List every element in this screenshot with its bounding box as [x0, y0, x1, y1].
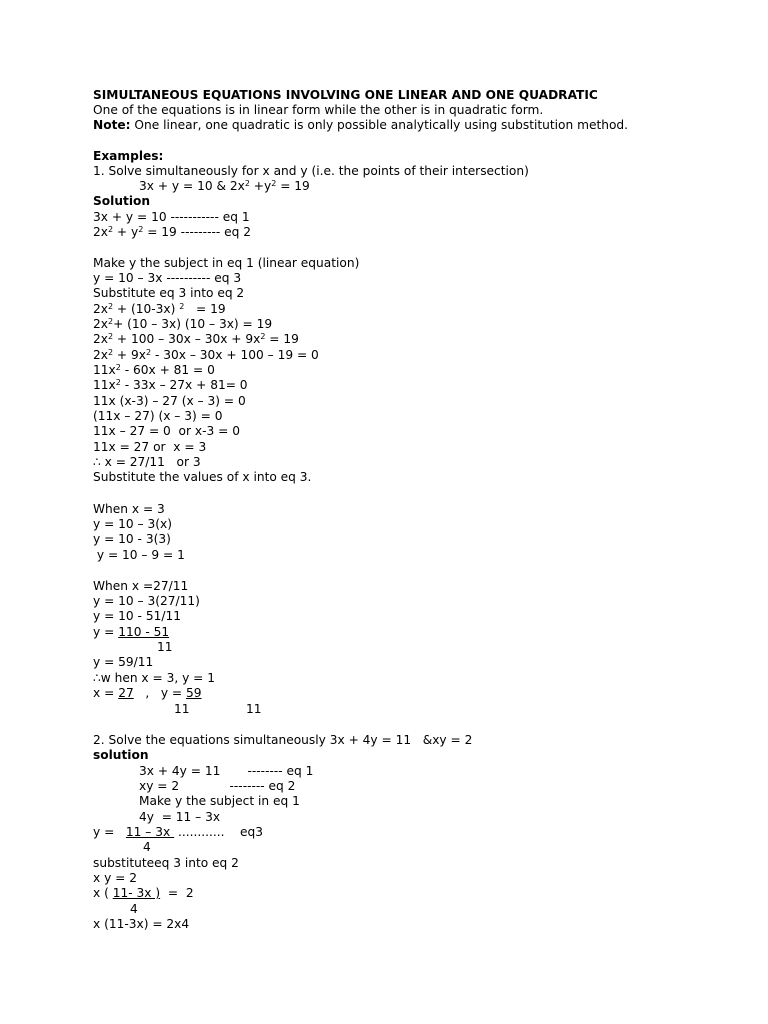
final-answer-denominator-x: 11: [174, 702, 190, 716]
step-5: $11x^2 - 60x + 81 = 0$: [93, 363, 215, 377]
eq-1: 3x + y = 10 ----------- eq 1: [93, 210, 250, 224]
final-answer-denominator-y: 11: [246, 702, 262, 716]
examples-heading: Examples:: [93, 149, 164, 163]
step-11: ∴ x = 27/11 or 3: [93, 455, 201, 469]
when-x-27-11-step-1: y = 10 – 3(27/11): [93, 594, 200, 608]
when-x-3-step-3: y = 10 – 9 = 1: [93, 548, 185, 562]
example-1-prompt: 1. Solve simultaneously for x and y (i.e. the points of their intersection): [93, 164, 529, 178]
example-2-make-subject: Make y the subject in eq 1: [139, 794, 300, 808]
final-answer-line: x = 27 , y = 59: [93, 686, 202, 700]
when-x-3-step-2: y = 10 - 3(3): [93, 532, 171, 546]
when-x-3-step-1: y = 10 – 3(x): [93, 517, 172, 531]
step-3: $2x^2 + 100 - 30x - 30x + 9x^2 = 19$: [93, 332, 299, 346]
step-6: $11x^2 - 33x - 27x + 81= 0$: [93, 378, 248, 392]
when-x-27-11-heading: When x =27/11: [93, 579, 189, 593]
example-2-prompt: 2. Solve the equations simultaneously 3x + 4y = 11 &xy = 2: [93, 733, 473, 747]
example-2-step-4: x (11-3x) = 2x4: [93, 917, 190, 931]
example-2-eq-2: xy = 2 -------- eq 2: [139, 779, 296, 793]
note-text: One linear, one quadratic is only possible analytically using substitution method.: [130, 118, 629, 132]
fraction-denominator: 11: [157, 640, 173, 654]
example-2-eq-1: 3x + 4y = 11 -------- eq 1: [139, 764, 314, 778]
page-title: SIMULTANEOUS EQUATIONS INVOLVING ONE LINEAR AND ONE QUADRATIC: [93, 88, 598, 102]
substitute-values-line: Substitute the values of x into eq 3.: [93, 470, 312, 484]
example-2-substitute: substituteeq 3 into eq 2: [93, 856, 239, 870]
make-subject-line: Make y the subject in eq 1 (linear equation): [93, 256, 360, 270]
step-10: 11x = 27 or x = 3: [93, 440, 207, 454]
example-2-solution-label: solution: [93, 748, 149, 762]
when-x-27-11-step-2: y = 10 - 51/11: [93, 609, 181, 623]
fraction-line-1: y = 110 - 51: [93, 625, 170, 639]
step-9: 11x – 27 = 0 or x-3 = 0: [93, 424, 240, 438]
step-4: $2x^2 + 9x^2 - 30x - 30x + 100 - 19 = 0$: [93, 348, 319, 362]
example-1-given: 3x + y = 10 & $2x^2 +y^2 = 19$: [139, 179, 310, 193]
intro-text: One of the equations is in linear form while the other is in quadratic form.: [93, 103, 544, 117]
step-8: (11x – 27) (x – 3) = 0: [93, 409, 223, 423]
fraction-numerator: 110 - 51: [118, 625, 170, 639]
note-line: [93, 118, 628, 133]
example-2-step-3-denominator: 4: [130, 902, 138, 916]
substitute-line: Substitute eq 3 into eq 2: [93, 286, 245, 300]
example-2-eq-3-denominator: 4: [143, 840, 151, 854]
eq-3: y = 10 – 3x ---------- eq 3: [93, 271, 242, 285]
step-2: $2x^2+ (10 - 3x)$ (10 – 3x) = 19: [93, 317, 273, 331]
solution-label: Solution: [93, 194, 151, 208]
therefore-line: ∴w hen x = 3, y = 1: [93, 671, 216, 685]
when-x-3-heading: When x = 3: [93, 502, 165, 516]
when-x-27-11-result: y = 59/11: [93, 655, 154, 669]
note-label: Note:: [93, 118, 131, 132]
example-2-eq-3: y = 11 – 3x ............ eq3: [93, 825, 263, 839]
example-2-step-3: x ( 11- 3x ) = 2: [93, 886, 194, 900]
example-2-step-1: 4y = 11 – 3x: [139, 810, 221, 824]
step-1: $2x^2 + (10-3x) ^2 = 19$: [93, 302, 226, 316]
step-7: 11x (x-3) – 27 (x – 3) = 0: [93, 394, 246, 408]
eq-2: $2x^2 + y^2 = 19$ --------- eq 2: [93, 225, 252, 239]
example-2-step-2: x y = 2: [93, 871, 138, 885]
